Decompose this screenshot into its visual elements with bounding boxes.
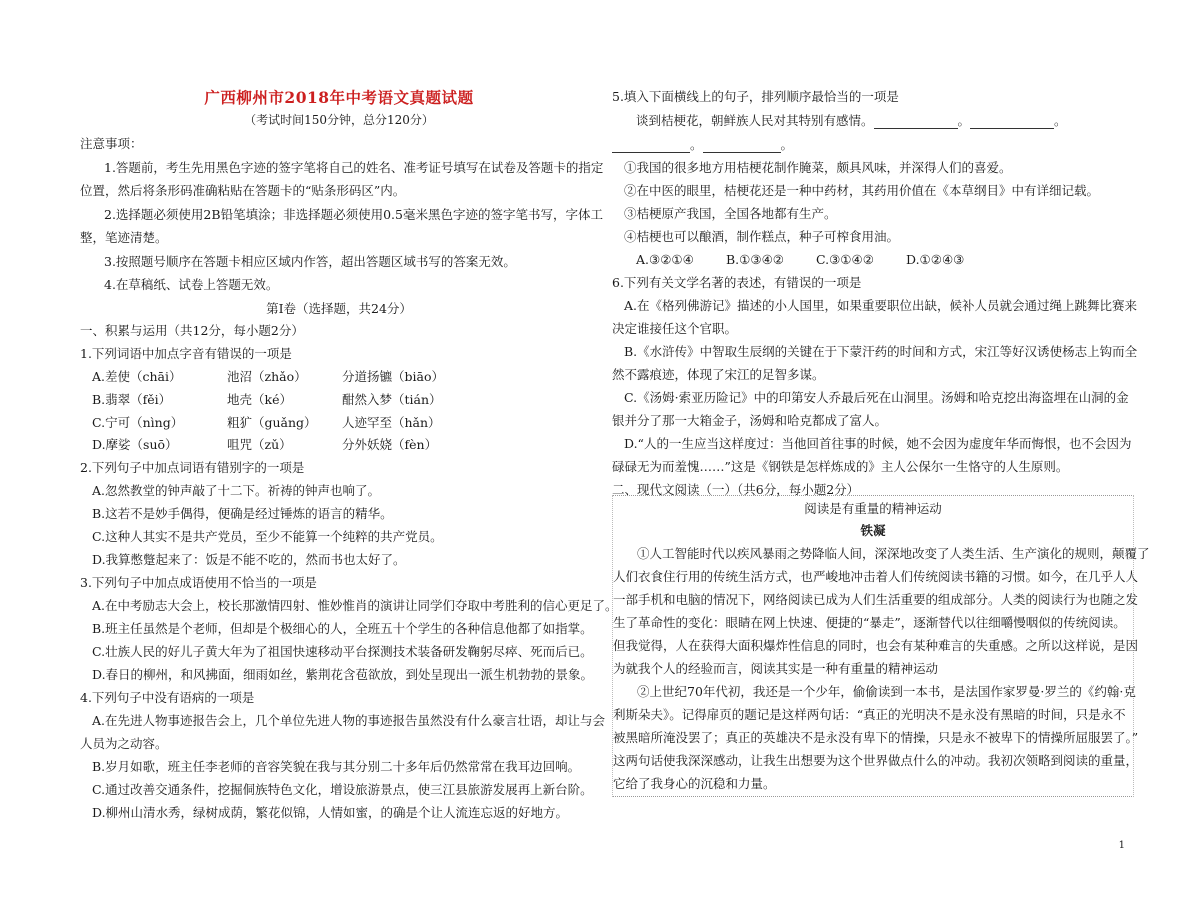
article-line: 生了革命性的变化：眼睛在网上快速、便捷的“暴走”，逐渐替代以往细嚼慢咽似的传统阅读。 (613, 615, 1126, 630)
section1-heading: 一、积累与运用（共12分，每小题2分） (80, 323, 304, 338)
question-4-option: A.在先进人物事迹报告会上，几个单位先进人物的事迹报告虽然没有什么豪言壮语，却让与会 (92, 713, 606, 728)
question-6-line: 碌碌无为而羞愧……”这是《钢铁是怎样炼成的》主人公保尔一生恪守的人生原则。 (612, 459, 1069, 474)
notice-heading: 注意事项： (80, 136, 143, 151)
article-line: 但我觉得，人在获得大面积爆炸性信息的同时，也会有某种难言的失重感。之所以这样说，是因 (613, 638, 1139, 653)
exam-info: （考试时间150分钟，总分120分） (244, 113, 434, 127)
question-5-stem: 5.填入下面横线上的句子，排列顺序最恰当的一项是 (612, 89, 899, 104)
question-3-stem: 3.下列句子中加点成语使用不恰当的一项是 (80, 575, 317, 590)
question-3-option: B.班主任虽然是个老师，但却是个极细心的人，全班五十个学生的各种信息他都了如指掌。 (92, 621, 593, 636)
question-4-stem: 4.下列句子中没有语病的一项是 (80, 690, 255, 705)
question-5-sentence: ③桔梗原产我国，全国各地都有生产。 (624, 206, 837, 221)
article-line: 它给了我身心的沉稳和力量。 (613, 776, 776, 791)
question-4-option: 人员为之动容。 (80, 736, 168, 751)
question-4-option: C.通过改善交通条件，挖掘侗族特色文化，增设旅游景点，使三江县旅游发展再上新台阶。 (92, 782, 593, 797)
question-2-option: A.忽然教堂的钟声敲了十二下。祈祷的钟声也响了。 (92, 483, 381, 498)
question-2-option: C.这种人其实不是共产党员，至少不能算一个纯粹的共产党员。 (92, 529, 443, 544)
page-title: 广西柳州市2018年中考语文真题试题 (204, 88, 474, 107)
notice-line: 位置，然后将条形码准确粘贴在答题卡的“贴条形码区”内。 (80, 183, 406, 198)
question-1-row-c: C.宁可（nìng） 粗犷（guǎng） 人迹罕至（hǎn） (92, 415, 441, 430)
article-line: 一部手机和电脑的情况下，网络阅读已成为人们生活重要的组成部分。人类的阅读行为也随之发 (613, 592, 1139, 607)
question-6-line: 银并分了那一大箱金子，汤姆和哈克都成了富人。 (612, 413, 888, 428)
article-line: ②上世纪70年代初，我还是一个少年，偷偷读到一本书，是法国作家罗曼·罗兰的《约翰·克 (637, 684, 1136, 699)
question-5-blanks: 。 。 (612, 137, 793, 153)
question-1-stem: 1.下列词语中加点字音有错误的一项是 (80, 346, 292, 361)
question-3-option: C.壮族人民的好儿子黄大年为了祖国快速移动平台探测技术装备研发鞠躬尽瘁、死而后已。 (92, 644, 593, 659)
question-3-option: D.春日的柳州，和风拂面，细雨如丝，紫荆花含苞欲放，到处呈现出一派生机勃勃的景象。 (92, 667, 594, 682)
article-line: 为就我个人的经验而言，阅读其实是一种有重量的精神运动 (613, 661, 939, 676)
question-2-option: D.我算憋蹩起来了：饭是不能不吃的，然而书也太好了。 (92, 552, 406, 567)
article-line: 人们衣食住行用的传统生活方式，也严峻地冲击着人们传统阅读书籍的习惯。如今，在几乎人人 (613, 569, 1139, 584)
article-line: 利斯朵夫》。记得扉页的题记是这样两句话：“真正的光明决不是永没有黑暗的时间，只是永不 (613, 707, 1126, 722)
question-6-line: 决定谁接任这个官职。 (612, 321, 738, 336)
notice-line: 3.按照题号顺序在答题卡相应区域内作答，超出答题区域书写的答案无效。 (104, 254, 516, 269)
question-2-option: B.这若不是妙手偶得，便确是经过锤炼的语言的精华。 (92, 506, 393, 521)
question-5-sentence: ①我国的很多地方用桔梗花制作腌菜，颇具风味，并深得人们的喜爱。 (624, 160, 1012, 175)
reading-passage-box (612, 495, 1150, 797)
article-title: 阅读是有重量的精神运动 (804, 501, 942, 516)
article-author: 铁凝 (860, 523, 886, 538)
question-6-line: 然不露痕迹，体现了宋江的足智多谋。 (612, 367, 825, 382)
question-2-stem: 2.下列句子中加点词语有错别字的一项是 (80, 460, 305, 475)
article-line: ①人工智能时代以疾风暴雨之势降临人间，深深地改变了人类生活、生产演化的规则，颠覆了 (637, 546, 1150, 561)
question-5-options: A.③②①④ B.①③④② C.③①④② D.①②④③ (636, 252, 965, 267)
question-6-stem: 6.下列有关文学名著的表述，有错误的一项是 (612, 275, 862, 290)
notice-line: 1.答题前，考生先用黑色字迹的签字笔将自己的姓名、准考证号填写在试卷及答题卡的指定 (104, 160, 604, 175)
article-line: 被黑暗所淹没罢了；真正的英雄决不是永没有卑下的情操，只是永不被卑下的情操所屈服罢了。” (613, 730, 1139, 745)
question-5-lead: 谈到桔梗花，朝鲜族人民对其特别有感情。 。 。 (636, 113, 1067, 128)
question-1-row-b: B.翡翠（fěi） 地壳（ké） 酣然入梦（tián） (92, 392, 442, 407)
question-4-option: B.岁月如歌，班主任李老师的音容笑貌在我与其分别二十多年后仍然常常在我耳边回响。 (92, 759, 581, 774)
question-5-sentence: ②在中医的眼里，桔梗花还是一种中药材，其药用价值在《本草纲目》中有详细记载。 (624, 183, 1100, 198)
article-line: 这两句话使我深深感动，让我生出想要为这个世界做点什么的冲动。我初次领略到阅读的重量， (613, 753, 1139, 768)
notice-line: 4.在草稿纸、试卷上答题无效。 (104, 277, 279, 292)
question-6-line: A.在《格列佛游记》描述的小人国里，如果重要职位出缺，候补人员就会通过绳上跳舞比赛来 (624, 298, 1138, 313)
question-5-sentence: ④桔梗也可以酿酒，制作糕点，种子可榨食用油。 (624, 229, 900, 244)
section2-heading: 二、现代文阅读（一）（共6分，每小题2分） (612, 482, 860, 497)
question-1-row-d: D.摩娑（suō） 咀咒（zǔ） 分外妖娆（fèn） (92, 437, 438, 452)
notice-line: 整，笔迹清楚。 (80, 230, 168, 245)
question-6-line: C.《汤姆·索亚历险记》中的印第安人乔最后死在山洞里。汤姆和哈克挖出海盗埋在山洞的金 (624, 390, 1129, 405)
question-6-line: D.“人的一生应当这样度过：当他回首往事的时候，她不会因为虚度年华而悔恨，也不会因为 (624, 436, 1132, 451)
question-1-row-a: A.差使（chāi） 池沼（zhǎo） 分道扬镳（biāo） (92, 369, 444, 384)
part1-heading: 第Ⅰ卷（选择题，共24分） (266, 301, 412, 316)
question-4-option: D.柳州山清水秀，绿树成荫，繁花似锦，人情如蜜，的确是个让人流连忘返的好地方。 (92, 805, 569, 820)
page-number: 1 (1118, 840, 1125, 851)
question-3-option: A.在中考励志大会上，校长那激情四射、惟妙惟肖的演讲让同学们夺取中考胜利的信心更足了。 (92, 598, 618, 613)
question-6-line: B.《水浒传》中智取生辰纲的关键在于下蒙汗药的时间和方式，宋江等好汉诱使杨志上钩而全 (624, 344, 1138, 359)
notice-line: 2.选择题必须使用2B铅笔填涂；非选择题必须使用0.5毫米黑色字迹的签字笔书写，字体工 (104, 207, 603, 222)
